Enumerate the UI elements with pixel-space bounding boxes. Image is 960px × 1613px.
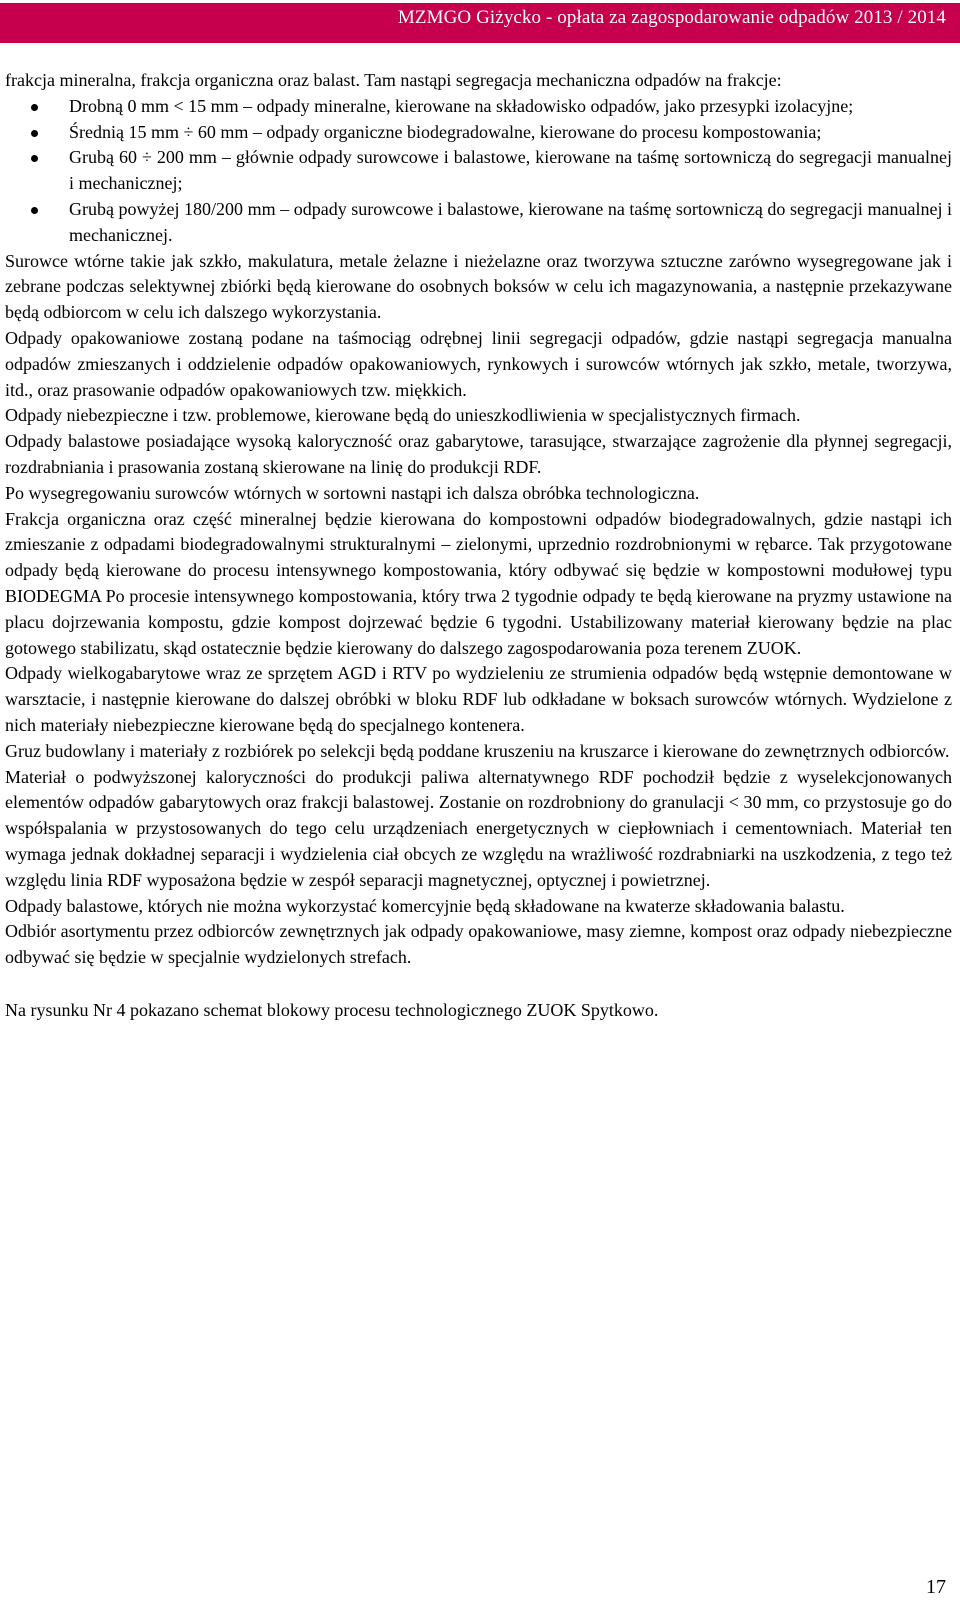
fraction-list: [5, 94, 952, 249]
paragraph: Po wysegregowaniu surowców wtórnych w sortowni nastąpi ich dalsza obróbka technologiczna.: [5, 482, 700, 503]
paragraph: Odbiór asortymentu przez odbiorców zewnętrznych jak odpady opakowaniowe, masy ziemne, kompost oraz odpady niebezpieczne odbywać się będzie w specjalnie wydzielonych strefach.: [5, 921, 952, 968]
header-title: MZMGO Giżycko - opłata za zagospodarowanie odpadów 2013 / 2014: [397, 7, 946, 28]
bullet-icon: [31, 155, 38, 162]
list-item-text: Grubą 60 ÷ 200 mm – głównie odpady surowcowe i balastowe, kierowane na taśmę sortowniczą do segregacji manualnej i mechanicznej;: [69, 147, 952, 194]
document-body: [5, 68, 952, 1024]
page-number: 17: [926, 1576, 946, 1598]
list-item: [5, 120, 952, 146]
intro-paragraph: frakcja mineralna, frakcja organiczna oraz balast. Tam nastąpi segregacja mechaniczna odpadów na frakcje:: [5, 70, 782, 90]
paragraph: Frakcja organiczna oraz część mineralnej będzie kierowana do kompostowni odpadów biodegradowalnych, gdzie nastąpi ich zmieszanie z odpadami biodegradowalnymi strukturalnymi – zielonymi, uprzednio rozdrobnionymi w rębarce. Tak przygotowane odpady będą kierowane do procesu intensywnego kompostowania, który odbywać się będzie w kompostowni modułowej typu BIODEGMA Po procesie intensywnego kompostowania, który trwa 2 tygodnie odpady te będą kierowane na pryzmy ustawione na placu dojrzewania kompostu, gdzie kompost dojrzewać będzie 6 tygodni. Ustabilizowany materiał kierowany będzie na plac gotowego stabilizatu, skąd ostatecznie będzie kierowany do dalszego zagospodarowania poza terenem ZUOK.: [5, 508, 952, 658]
list-item-text: Średnią 15 mm ÷ 60 mm – odpady organiczne biodegradowalne, kierowane do procesu kompostowania;: [69, 121, 822, 142]
bullet-icon: [31, 104, 38, 111]
paragraph: Surowce wtórne takie jak szkło, makulatura, metale żelazne i nieżelazne oraz tworzywa sztuczne zarówno wysegregowane jak i zebrane podczas selektywnej zbiórki będą kierowane do osobnych boksów w celu ich magazynowania, a następnie przekazywane będą odbiorcom w celu ich dalszego wykorzystania.: [5, 250, 952, 323]
paragraph: Gruz budowlany i materiały z rozbiórek po selekcji będą poddane kruszeniu na kruszarce i kierowane do zewnętrznych odbiorców.: [5, 740, 950, 761]
paragraph: Odpady niebezpieczne i tzw. problemowe, kierowane będą do unieszkodliwienia w specjalistycznych firmach.: [5, 405, 801, 426]
paragraph: Odpady wielkogabarytowe wraz ze sprzętem AGD i RTV po wydzieleniu ze strumienia odpadów będą wstępnie demontowane w warsztacie, i następnie kierowane do dalszej obróbki w bloku RDF lub odkładane w boksach surowców wtórnych. Wydzielone z nich materiały niebezpieczne kierowane będą do specjalnego kontenera.: [5, 663, 952, 735]
bullet-icon: [31, 130, 38, 137]
bullet-icon: [31, 207, 38, 214]
page-header: [0, 3, 960, 43]
paragraph: Materiał o podwyższonej kaloryczności do produkcji paliwa alternatywnego RDF pochodził będzie z wyselekcjonowanych elementów odpadów gabarytowych oraz frakcji balastowej. Zostanie on rozdrobniony do granulacji < 30 mm, co przystosuje go do współspalania w przystosowanych do tego celu urządzeniach energetycznych w ciepłowniach i cementowniach. Materiał ten wymaga jednak dokładnej separacji i wydzielenia ciał obcych ze względu na wrażliwość rozdrabniarki na uszkodzenia, z tego też względu linia RDF wyposażona będzie w zespół separacji magnetycznej, optycznej i powietrznej.: [5, 766, 952, 890]
list-item-text: Drobną 0 mm < 15 mm – odpady mineralne, kierowane na składowisko odpadów, jako przesypki izolacyjne;: [69, 95, 854, 116]
list-item-text: Grubą powyżej 180/200 mm – odpady surowcowe i balastowe, kierowane na taśmę sortowniczą do segregacji manualnej i mechanicznej.: [69, 198, 952, 245]
paragraph: Odpady opakowaniowe zostaną podane na taśmociąg odrębnej linii segregacji odpadów, gdzie nastąpi segregacja manualna odpadów zmieszanych i oddzielenie odpadów opakowaniowych, rynkowych i surowców wtórnych jak szkło, metale, tworzywa, itd., oraz prasowanie odpadów opakowaniowych tzw. miękkich.: [5, 327, 952, 400]
list-item: [5, 145, 952, 197]
figure-reference: Na rysunku Nr 4 pokazano schemat blokowy procesu technologicznego ZUOK Spytkowo.: [5, 999, 659, 1020]
paragraph: Odpady balastowe, których nie można wykorzystać komercyjnie będą składowane na kwaterze składowania balastu.: [5, 895, 845, 916]
paragraph: Odpady balastowe posiadające wysoką kaloryczność oraz gabarytowe, tarasujące, stwarzające zagrożenie dla płynnej segregacji, rozdrabniania i prasowania zostaną skierowane na linię do produkcji RDF.: [5, 431, 952, 477]
list-item: [5, 94, 952, 120]
list-item: [5, 197, 952, 249]
